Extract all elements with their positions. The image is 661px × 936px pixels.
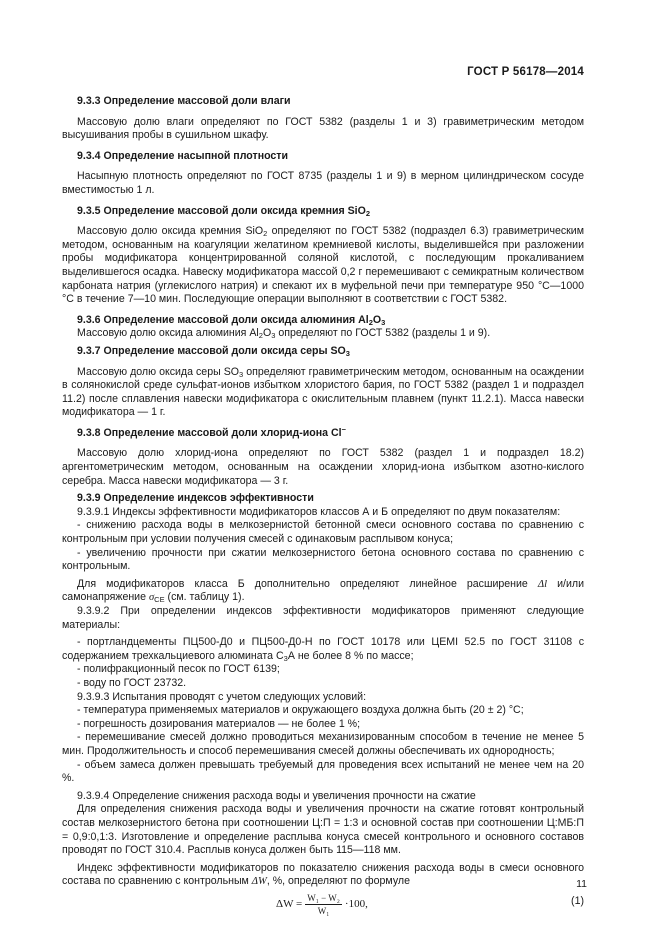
formula-denominator: W₁ (317, 905, 330, 916)
formula-numerator: W₁ − W₂ (307, 892, 340, 903)
spacer (62, 420, 584, 427)
formula-number: (1) (571, 894, 584, 907)
spacer (62, 109, 584, 116)
document-header: ГОСТ Р 56178—2014 (467, 66, 584, 78)
page-number: 11 (576, 878, 587, 890)
paragraph: Массовую долю оксида серы $SO_3$ определяют гравиметрическим методом, основанным на осаждении в солянокислой среде сульфат-ионов избытком хлористого бария, по ГОСТ 5382 (раздел 1 и подраздел 11.2) после сплавления навески модификатора с окислительным плавнем (пункт 11.2.1). Масса навески модификатора — 1 г. (62, 365, 584, 419)
formula-1 (62, 891, 584, 925)
section-heading: 9.3.6 Определение массовой доли оксида алюминия $Al_2O_3$ (77, 313, 386, 327)
spacer (62, 143, 584, 150)
paragraph: Для определения снижения расхода воды и увеличения прочности на сжатие готовят контрольный состав мелкозернистого бетона при соотношении Ц:П = 1:3 и основной состав при соотношении Ц:МБ:П = 0,9:0,1:3. Изготовление и определение расплыва конуса смесей контрольного и основного составов проводят по ГОСТ 310.4. Расплыв конуса должен быть 115—118 мм. (62, 803, 584, 857)
paragraph: Массовую долю хлорид-иона определяют по ГОСТ 5382 (раздел 1 и подраздел 18.2) аргентометрическим методом, основанным на осаждении хлорид-иона избытком азотно-кислого серебра. Масса навески модификатора — 3 г. (62, 447, 584, 487)
spacer (62, 198, 584, 205)
paragraph: - портландцементы ПЦ500-Д0 и ПЦ500-Д0-Н по ГОСТ 10178 или ЦЕМI 52.5 по ГОСТ 31108 с содержанием трехкальциевого алюмината $С_3А$ не более 8 % по массе; (62, 636, 584, 663)
section-heading: 9.3.8 Определение массовой доли хлорид-иона Cl− (77, 424, 347, 439)
paragraph: Массовую долю оксида кремния SiO$_2$ определяют по ГОСТ 5382 (подраздел 6.3) гравиметрическим методом, основанным на коагуляции желатином кремниевой кислоты, выделившейся при разложении пробы модификатора концентрированной соляной кислотой, с последующим прокаливанием выделившегося осадка. Навеску модификатора массой 0,2 г перемешивают с семикратным количеством карбоната натрия (углекислого натрия) и спекают их в муфельной печи при температуре 950 °С—1000 °С в течение 7—10 мин. Последующие операции выполняют в соответствии с ГОСТ 5382. (62, 225, 584, 306)
paragraph: - погрешность дозирования материалов — не более 1 %; (77, 717, 361, 730)
paragraph: - объем замеса должен превышать требуемый для проведения всех испытаний не менее чем на 20 %. (62, 758, 584, 785)
paragraph: - снижению расхода воды в мелкозернистой бетонной смеси основного состава по сравнению с контрольным при условии получения смесей с одинаковым расплывом конуса; (62, 519, 584, 546)
paragraph: - температура применяемых материалов и окружающего воздуха должна быть (20 ± 2) °С; (77, 704, 524, 717)
formula-lhs: ΔW = (276, 898, 303, 911)
paragraph: Для модификаторов класса Б дополнительно определяют линейное расширение Δl и/или самонапряжение $\sigma_{CE}$ (см. таблицу 1). (62, 577, 584, 605)
paragraph: Насыпную плотность определяют по ГОСТ 8735 (разделы 1 и 9) в мерном цилиндрическом сосуде вместимостью 1 л. (62, 170, 584, 196)
document-body (62, 95, 584, 925)
section-heading: 9.3.5 Определение массовой доли оксида кремния SiO$_2$ (77, 204, 371, 218)
paragraph: 9.3.9.2 При определении индексов эффективности модификаторов применяют следующие материалы: (62, 605, 584, 631)
spacer (62, 163, 584, 170)
formula-rhs: ·100, (344, 898, 368, 911)
formula-fraction (305, 893, 342, 917)
paragraph: - увеличению прочности при сжатии мелкозернистого бетона основного состава по сравнению с контрольным. (62, 546, 584, 573)
paragraph: Массовую долю оксида алюминия $Al_2O_3$ определяют по ГОСТ 5382 (разделы 1 и 9). (77, 327, 491, 341)
spacer (62, 359, 584, 366)
section-heading: 9.3.7 Определение массовой доли оксида серы $SO_3$ (77, 344, 350, 358)
section-heading: 9.3.9 Определение индексов эффективности (77, 492, 314, 505)
paragraph: - воду по ГОСТ 23732. (77, 676, 187, 689)
paragraph: Массовую долю влаги определяют по ГОСТ 5382 (разделы 1 и 3) гравиметрическим методом высушивания пробы в сушильном шкафу. (62, 115, 584, 142)
paragraph: Индекс эффективности модификаторов по показателю снижения расхода воды в смеси основного состава по сравнению с контрольным ΔW, %, определяют по формуле (62, 861, 584, 888)
spacer (62, 218, 584, 225)
formula-expression (276, 893, 368, 917)
section-heading: 9.3.4 Определение насыпной плотности (77, 149, 289, 162)
section-heading: 9.3.3 Определение массовой доли влаги (77, 95, 291, 107)
paragraph: 9.3.9.3 Испытания проводят с учетом следующих условий: (77, 690, 367, 703)
spacer (62, 440, 584, 447)
spacer (62, 307, 584, 314)
paragraph: - полифракционный песок по ГОСТ 6139; (77, 663, 280, 676)
paragraph: 9.3.9.4 Определение снижения расхода воды и увеличения прочности на сжатие (77, 789, 476, 802)
paragraph: - перемешивание смесей должно проводиться механизированным способом в течение не менее 5 мин. Продолжительность и способ перемешивания смесей должны обеспечивать их однородность; (62, 731, 584, 757)
paragraph: 9.3.9.1 Индексы эффективности модификаторов классов А и Б определяют по двум показателям: (77, 505, 561, 518)
